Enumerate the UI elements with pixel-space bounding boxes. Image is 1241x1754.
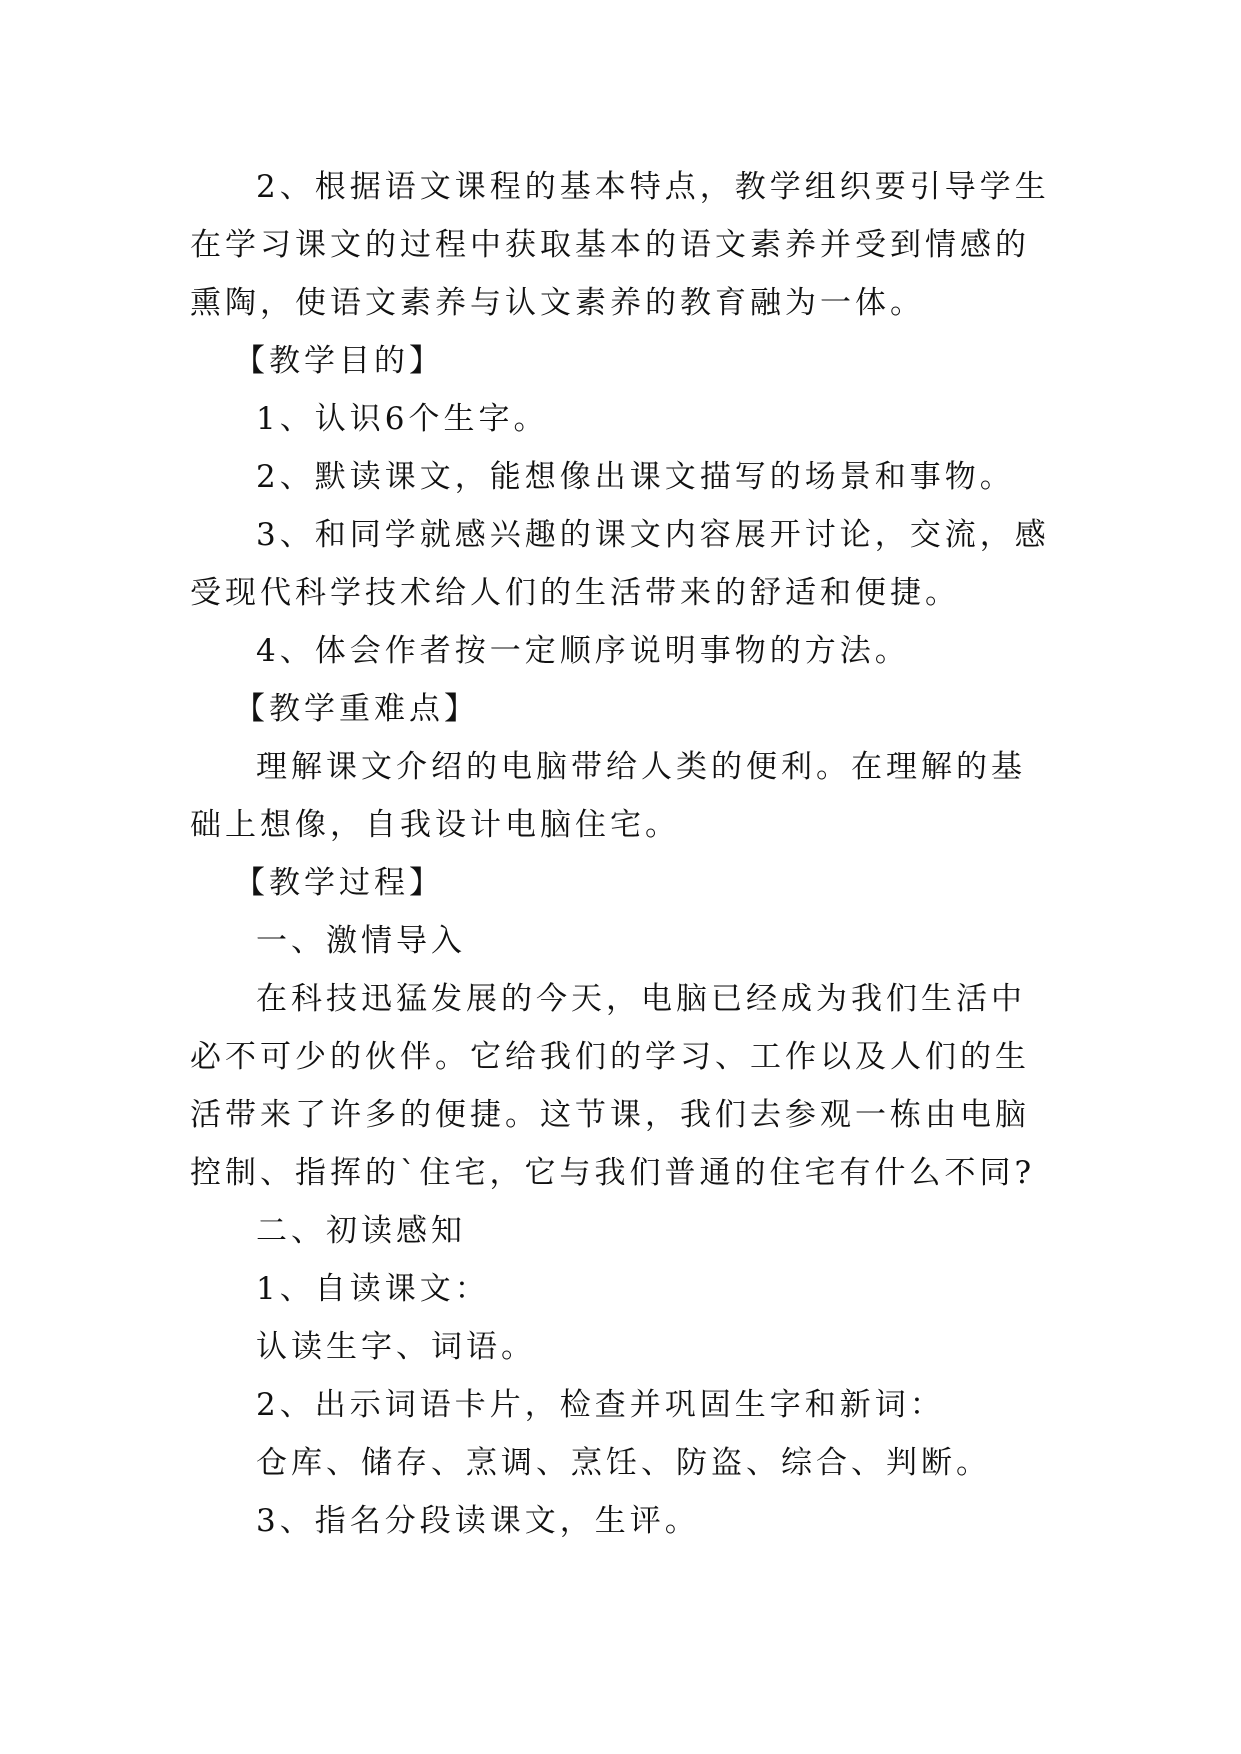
heading-key-points: 【教学重难点】 bbox=[234, 691, 479, 727]
objective-2: 2、默读课文，能想像出课文描写的场景和事物。 bbox=[256, 459, 1015, 495]
objective-4: 4、体会作者按一定顺序说明事物的方法。 bbox=[256, 633, 910, 669]
vocabulary-list: 仓库、储存、烹调、烹饪、防盗、综合、判断。 bbox=[256, 1445, 991, 1481]
objective-3: 3、和同学就感兴趣的课文内容展开讨论，交流，感受现代科学技术给人们的生活带来的舒适和便捷。 bbox=[190, 517, 1050, 611]
heading-teaching-process: 【教学过程】 bbox=[234, 865, 444, 901]
first-reading-step-2: 2、出示词语卡片，检查并巩固生字和新词： bbox=[256, 1387, 945, 1423]
first-reading-step-1-detail: 认读生字、词语。 bbox=[256, 1329, 536, 1365]
section-first-reading-title: 二、初读感知 bbox=[256, 1213, 466, 1249]
objective-1: 1、认识6个生字。 bbox=[256, 401, 549, 437]
first-reading-step-3: 3、指名分段读课文，生评。 bbox=[256, 1503, 700, 1539]
first-reading-step-1: 1、自读课文： bbox=[256, 1271, 490, 1307]
document-body bbox=[190, 158, 1060, 1550]
paragraph-curriculum-goal: 2、根据语文课程的基本特点，教学组织要引导学生在学习课文的过程中获取基本的语文素养并受到情感的熏陶，使语文素养与认文素养的教育融为一体。 bbox=[190, 169, 1050, 321]
section-introduction-title: 一、激情导入 bbox=[256, 923, 466, 959]
introduction-text: 在科技迅猛发展的今天，电脑已经成为我们生活中必不可少的伙伴。它给我们的学习、工作以及人们的生活带来了许多的便捷。这节课，我们去参观一栋由电脑控制、指挥的`住宅，它与我们普通的住宅有什么不同? bbox=[190, 981, 1036, 1191]
heading-teaching-objectives: 【教学目的】 bbox=[234, 343, 444, 379]
key-points-text: 理解课文介绍的电脑带给人类的便利。在理解的基础上想像，自我设计电脑住宅。 bbox=[190, 749, 1026, 843]
